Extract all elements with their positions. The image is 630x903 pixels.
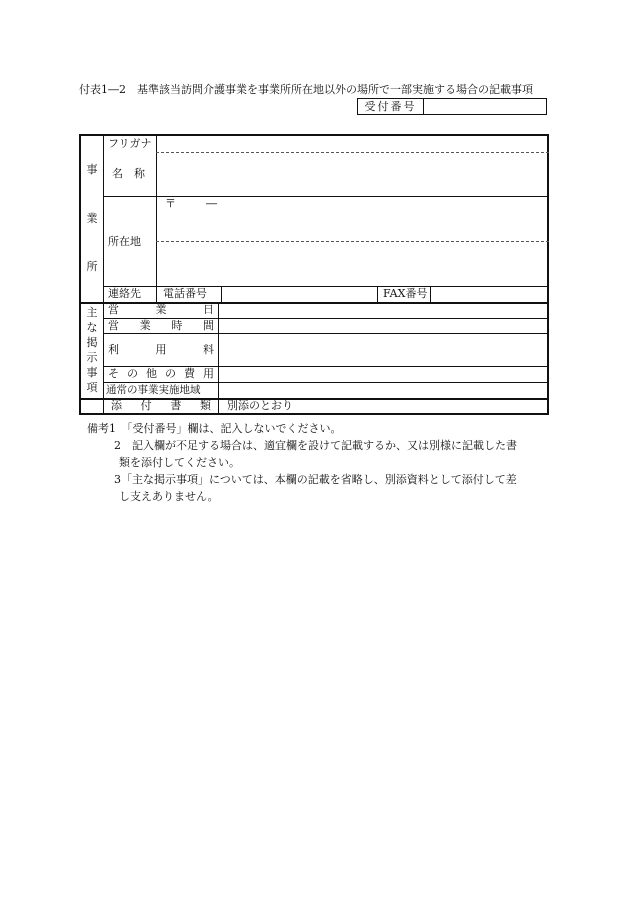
- business-hours-field[interactable]: [219, 319, 549, 333]
- note-2-continued: 類を添付してください。: [119, 456, 240, 469]
- address-label: 所在地: [108, 235, 141, 248]
- address-field[interactable]: [157, 242, 549, 286]
- section-column-divider: [103, 136, 104, 415]
- postings-section-char: 主: [86, 306, 98, 319]
- fax-field[interactable]: [431, 287, 549, 302]
- other-costs-field[interactable]: [219, 367, 549, 382]
- other-costs-label: そ の 他 の 費 用: [108, 367, 214, 380]
- phone-label: 電話番号: [163, 287, 207, 300]
- receipt-number-field[interactable]: [424, 99, 546, 114]
- office-section-char: 業: [86, 212, 98, 225]
- fee-label: 利 用 料: [108, 343, 214, 356]
- business-hours-label: 営 業 時 間: [108, 319, 214, 332]
- name-field[interactable]: [157, 153, 549, 196]
- furigana-field[interactable]: [157, 136, 549, 152]
- name-label: 名 称: [112, 167, 145, 180]
- postings-section-char: 示: [86, 351, 98, 364]
- note-1: 備考1 「受付番号」欄は、記入しないでください。: [87, 422, 342, 435]
- note-2: 2 記入欄が不足する場合は、適宜欄を設けて記載するか、又は別様に記載した書: [114, 439, 517, 452]
- office-section-char: 所: [86, 260, 98, 273]
- note-3: 3「主な掲示事項」については、本欄の記載を省略し、別添資料として添付して差: [114, 473, 517, 486]
- form-title: 付表1―2 基準該当訪問介護事業を事業所所在地以外の場所で一部実施する場合の記載事項: [79, 83, 533, 96]
- postings-section-char: 項: [86, 381, 98, 394]
- postal-dash: ―: [206, 197, 217, 210]
- office-section-char: 事: [86, 163, 98, 176]
- postal-code-field[interactable]: [157, 197, 549, 241]
- postings-section-char: な: [86, 321, 98, 334]
- notes-section: [79, 420, 549, 505]
- service-area-label: 通常の事業実施地域: [106, 384, 201, 396]
- postings-section-char: 事: [86, 366, 98, 379]
- phone-field[interactable]: [222, 287, 377, 302]
- application-form-table: [79, 134, 549, 415]
- fee-field[interactable]: [219, 334, 549, 366]
- attachments-value: 別添のとおり: [227, 399, 293, 412]
- receipt-number-label: 受付番号: [358, 99, 424, 114]
- fax-left-divider: [377, 286, 378, 302]
- business-days-field[interactable]: [219, 303, 549, 318]
- fax-label: FAX番号: [383, 287, 428, 300]
- business-days-label: 営 業 日: [108, 303, 214, 316]
- receipt-number-box: [357, 98, 547, 115]
- note-3-continued: し支えありません。: [119, 490, 219, 503]
- furigana-label: フリガナ: [108, 137, 152, 150]
- postal-mark: 〒: [165, 197, 176, 210]
- attachments-label: 添 付 書 類: [111, 399, 211, 412]
- contact-label: 連絡先: [108, 287, 141, 300]
- service-area-field[interactable]: [219, 383, 549, 398]
- postings-section-char: 掲: [86, 336, 98, 349]
